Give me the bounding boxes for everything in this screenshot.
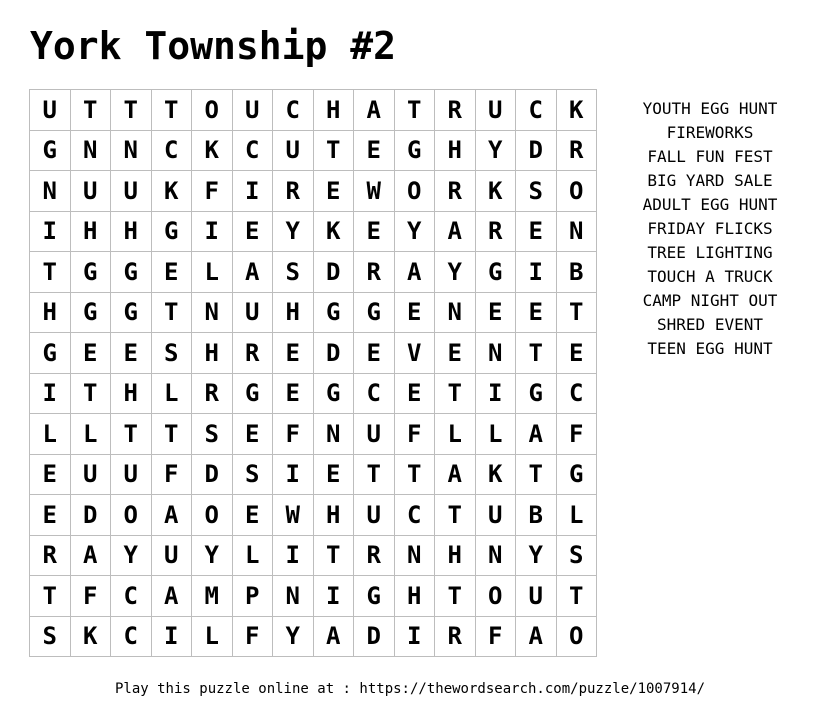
grid-cell[interactable]: R xyxy=(435,171,476,212)
grid-cell[interactable]: I xyxy=(232,171,273,212)
grid-cell[interactable]: H xyxy=(30,292,71,333)
grid-cell[interactable]: G xyxy=(70,252,111,293)
grid-cell[interactable]: A xyxy=(151,495,192,536)
grid-cell[interactable]: A xyxy=(435,454,476,495)
grid-cell[interactable]: G xyxy=(354,292,395,333)
grid-cell[interactable]: U xyxy=(151,535,192,576)
grid-cell[interactable]: K xyxy=(313,211,354,252)
grid-cell[interactable]: E xyxy=(556,333,597,374)
grid-cell[interactable]: N xyxy=(273,576,314,617)
grid-cell[interactable]: E xyxy=(30,454,71,495)
grid-cell[interactable]: G xyxy=(313,373,354,414)
grid-cell[interactable]: Y xyxy=(192,535,233,576)
grid-cell[interactable]: H xyxy=(70,211,111,252)
grid-cell[interactable]: T xyxy=(151,90,192,131)
grid-cell[interactable]: S xyxy=(232,454,273,495)
grid-cell[interactable]: U xyxy=(111,454,152,495)
grid-cell[interactable]: E xyxy=(394,292,435,333)
grid-cell[interactable]: A xyxy=(354,90,395,131)
grid-cell[interactable]: R xyxy=(354,535,395,576)
grid-cell[interactable]: S xyxy=(273,252,314,293)
grid-cell[interactable]: C xyxy=(516,90,557,131)
grid-cell[interactable]: E xyxy=(30,495,71,536)
grid-cell[interactable]: A xyxy=(394,252,435,293)
word-list-item: TEEN EGG HUNT xyxy=(647,339,773,358)
grid-cell[interactable]: L xyxy=(30,414,71,455)
grid-row xyxy=(30,373,597,414)
grid-cell[interactable]: M xyxy=(192,576,233,617)
grid-cell[interactable]: R xyxy=(192,373,233,414)
grid-cell[interactable]: E xyxy=(475,292,516,333)
grid-cell[interactable]: F xyxy=(232,616,273,657)
grid-cell[interactable]: T xyxy=(70,90,111,131)
grid-cell[interactable]: T xyxy=(111,414,152,455)
grid-cell[interactable]: F xyxy=(151,454,192,495)
grid-cell[interactable]: H xyxy=(394,576,435,617)
grid-cell[interactable]: H xyxy=(435,130,476,171)
grid-cell[interactable]: Y xyxy=(394,211,435,252)
grid-row xyxy=(30,414,597,455)
grid-cell[interactable]: O xyxy=(394,171,435,212)
grid-cell[interactable]: I xyxy=(30,211,71,252)
grid-cell[interactable]: H xyxy=(435,535,476,576)
grid-cell[interactable]: R xyxy=(30,535,71,576)
grid-cell[interactable]: Y xyxy=(273,616,314,657)
grid-row xyxy=(30,252,597,293)
grid-cell[interactable]: T xyxy=(435,576,476,617)
grid-row xyxy=(30,535,597,576)
grid-cell[interactable]: G xyxy=(354,576,395,617)
grid-cell[interactable]: F xyxy=(192,171,233,212)
grid-cell[interactable]: E xyxy=(151,252,192,293)
grid-cell[interactable]: E xyxy=(354,333,395,374)
grid-cell[interactable]: D xyxy=(313,252,354,293)
word-list-item: TOUCH A TRUCK xyxy=(647,267,773,286)
letter-grid[interactable] xyxy=(29,89,597,657)
grid-cell[interactable]: T xyxy=(70,373,111,414)
grid-cell[interactable]: F xyxy=(394,414,435,455)
grid-cell[interactable]: L xyxy=(556,495,597,536)
grid-cell[interactable]: R xyxy=(556,130,597,171)
grid-cell[interactable]: T xyxy=(151,414,192,455)
word-list-item: FIREWORKS xyxy=(666,123,754,142)
grid-cell[interactable]: T xyxy=(516,454,557,495)
grid-cell[interactable]: D xyxy=(516,130,557,171)
grid-row xyxy=(30,333,597,374)
grid-cell[interactable]: B xyxy=(516,495,557,536)
grid-cell[interactable]: C xyxy=(232,130,273,171)
grid-cell[interactable]: I xyxy=(273,535,314,576)
grid-row xyxy=(30,292,597,333)
grid-cell[interactable]: T xyxy=(313,130,354,171)
grid-cell[interactable]: E xyxy=(313,171,354,212)
grid-cell[interactable]: T xyxy=(435,495,476,536)
grid-cell[interactable]: G xyxy=(70,292,111,333)
grid-cell[interactable]: R xyxy=(435,616,476,657)
grid-cell[interactable]: E xyxy=(354,211,395,252)
grid-cell[interactable]: F xyxy=(70,576,111,617)
grid-cell[interactable]: T xyxy=(516,333,557,374)
letter-grid-body xyxy=(30,90,597,657)
grid-cell[interactable]: A xyxy=(516,414,557,455)
grid-cell[interactable]: D xyxy=(313,333,354,374)
grid-cell[interactable]: N xyxy=(394,535,435,576)
grid-cell[interactable]: K xyxy=(192,130,233,171)
grid-cell[interactable]: T xyxy=(30,252,71,293)
grid-cell[interactable]: U xyxy=(30,90,71,131)
word-list-item: BIG YARD SALE xyxy=(647,171,773,190)
grid-cell[interactable]: L xyxy=(435,414,476,455)
grid-cell[interactable]: Y xyxy=(475,130,516,171)
grid-row xyxy=(30,495,597,536)
grid-cell[interactable]: C xyxy=(151,130,192,171)
footer-link-text: Play this puzzle online at : https://thewordsearch.com/puzzle/1007914/ xyxy=(114,681,705,697)
grid-cell[interactable]: S xyxy=(556,535,597,576)
word-list-item: FALL FUN FEST xyxy=(647,147,773,166)
grid-cell[interactable]: A xyxy=(232,252,273,293)
grid-cell[interactable]: W xyxy=(273,495,314,536)
grid-cell[interactable]: K xyxy=(475,171,516,212)
grid-cell[interactable]: R xyxy=(354,252,395,293)
grid-cell[interactable]: S xyxy=(30,616,71,657)
grid-cell[interactable]: D xyxy=(70,495,111,536)
grid-row xyxy=(30,576,597,617)
grid-cell[interactable]: R xyxy=(232,333,273,374)
word-list-item: TREE LIGHTING xyxy=(647,243,773,262)
grid-cell[interactable]: D xyxy=(192,454,233,495)
grid-cell[interactable]: I xyxy=(30,373,71,414)
grid-cell[interactable]: O xyxy=(192,495,233,536)
grid-cell[interactable]: H xyxy=(111,211,152,252)
grid-cell[interactable]: A xyxy=(313,616,354,657)
grid-cell[interactable]: O xyxy=(192,90,233,131)
grid-cell[interactable]: S xyxy=(151,333,192,374)
grid-cell[interactable]: L xyxy=(192,616,233,657)
grid-cell[interactable]: G xyxy=(111,252,152,293)
grid-cell[interactable]: U xyxy=(516,576,557,617)
grid-cell[interactable]: P xyxy=(232,576,273,617)
grid-cell[interactable]: E xyxy=(111,333,152,374)
grid-row xyxy=(30,90,597,131)
grid-cell[interactable]: A xyxy=(435,211,476,252)
word-list-item: ADULT EGG HUNT xyxy=(642,195,778,214)
grid-cell[interactable]: G xyxy=(30,333,71,374)
grid-cell[interactable]: B xyxy=(556,252,597,293)
grid-cell[interactable]: C xyxy=(394,495,435,536)
grid-cell[interactable]: G xyxy=(394,130,435,171)
grid-cell[interactable]: L xyxy=(232,535,273,576)
grid-cell[interactable]: H xyxy=(313,495,354,536)
grid-cell[interactable]: R xyxy=(475,211,516,252)
grid-cell[interactable]: T xyxy=(556,576,597,617)
grid-cell[interactable]: O xyxy=(111,495,152,536)
grid-cell[interactable]: C xyxy=(273,90,314,131)
grid-cell[interactable]: E xyxy=(232,495,273,536)
grid-cell[interactable]: H xyxy=(192,333,233,374)
word-list-item: YOUTH EGG HUNT xyxy=(642,99,778,118)
grid-cell[interactable]: H xyxy=(273,292,314,333)
grid-cell[interactable]: G xyxy=(30,130,71,171)
grid-cell[interactable]: C xyxy=(111,576,152,617)
grid-cell[interactable]: E xyxy=(232,211,273,252)
grid-cell[interactable]: K xyxy=(556,90,597,131)
grid-cell[interactable]: R xyxy=(435,90,476,131)
grid-cell[interactable]: K xyxy=(70,616,111,657)
grid-cell[interactable]: G xyxy=(111,292,152,333)
grid-cell[interactable]: G xyxy=(232,373,273,414)
grid-cell[interactable]: T xyxy=(394,454,435,495)
grid-cell[interactable]: T xyxy=(111,90,152,131)
grid-cell[interactable]: N xyxy=(192,292,233,333)
grid-cell[interactable]: Y xyxy=(273,211,314,252)
grid-cell[interactable]: T xyxy=(394,90,435,131)
grid-cell[interactable]: K xyxy=(151,171,192,212)
grid-cell[interactable]: S xyxy=(516,171,557,212)
grid-cell[interactable]: D xyxy=(354,616,395,657)
grid-cell[interactable]: E xyxy=(70,333,111,374)
grid-cell[interactable]: I xyxy=(273,454,314,495)
grid-cell[interactable]: T xyxy=(556,292,597,333)
grid-row xyxy=(30,454,597,495)
grid-cell[interactable]: F xyxy=(475,616,516,657)
grid-cell[interactable]: E xyxy=(435,333,476,374)
grid-row xyxy=(30,211,597,252)
grid-cell[interactable]: G xyxy=(516,373,557,414)
grid-cell[interactable]: G xyxy=(556,454,597,495)
grid-cell[interactable]: I xyxy=(475,373,516,414)
grid-cell[interactable]: Y xyxy=(435,252,476,293)
grid-row xyxy=(30,171,597,212)
grid-cell[interactable]: T xyxy=(435,373,476,414)
grid-cell[interactable]: C xyxy=(354,373,395,414)
grid-cell[interactable]: G xyxy=(313,292,354,333)
grid-cell[interactable]: L xyxy=(475,414,516,455)
grid-cell[interactable]: I xyxy=(516,252,557,293)
grid-cell[interactable]: R xyxy=(273,171,314,212)
grid-cell[interactable]: N xyxy=(70,130,111,171)
grid-cell[interactable]: E xyxy=(516,211,557,252)
grid-cell[interactable]: A xyxy=(70,535,111,576)
grid-cell[interactable]: Y xyxy=(516,535,557,576)
grid-cell[interactable]: Y xyxy=(111,535,152,576)
grid-row xyxy=(30,616,597,657)
grid-cell[interactable]: U xyxy=(70,171,111,212)
word-list-item: FRIDAY FLICKS xyxy=(647,219,773,238)
grid-cell[interactable]: U xyxy=(475,90,516,131)
grid-cell[interactable]: O xyxy=(556,171,597,212)
grid-cell[interactable]: V xyxy=(394,333,435,374)
grid-cell[interactable]: A xyxy=(151,576,192,617)
puzzle-title: York Township #2 xyxy=(30,24,397,68)
grid-cell[interactable]: E xyxy=(516,292,557,333)
grid-cell[interactable]: U xyxy=(475,495,516,536)
grid-cell[interactable]: U xyxy=(111,171,152,212)
grid-cell[interactable]: T xyxy=(313,535,354,576)
grid-cell[interactable]: N xyxy=(435,292,476,333)
grid-cell[interactable]: T xyxy=(151,292,192,333)
grid-cell[interactable]: N xyxy=(111,130,152,171)
grid-cell[interactable]: A xyxy=(516,616,557,657)
grid-cell[interactable]: E xyxy=(354,130,395,171)
grid-cell[interactable]: F xyxy=(556,414,597,455)
grid-cell[interactable]: H xyxy=(313,90,354,131)
word-list-item: SHRED EVENT xyxy=(657,315,763,334)
grid-cell[interactable]: S xyxy=(192,414,233,455)
grid-cell[interactable]: T xyxy=(30,576,71,617)
grid-cell[interactable]: L xyxy=(70,414,111,455)
grid-cell[interactable]: N xyxy=(475,535,516,576)
grid-cell[interactable]: U xyxy=(354,414,395,455)
grid-cell[interactable]: O xyxy=(475,576,516,617)
word-list xyxy=(622,97,798,361)
grid-cell[interactable]: I xyxy=(151,616,192,657)
grid-cell[interactable]: G xyxy=(151,211,192,252)
grid-cell[interactable]: N xyxy=(475,333,516,374)
grid-cell[interactable]: N xyxy=(313,414,354,455)
grid-cell[interactable]: O xyxy=(556,616,597,657)
grid-cell[interactable]: C xyxy=(556,373,597,414)
grid-cell[interactable]: C xyxy=(111,616,152,657)
grid-cell[interactable]: E xyxy=(273,373,314,414)
grid-cell[interactable]: I xyxy=(313,576,354,617)
grid-cell[interactable]: E xyxy=(273,333,314,374)
grid-cell[interactable]: U xyxy=(232,292,273,333)
grid-cell[interactable]: T xyxy=(354,454,395,495)
grid-cell[interactable]: I xyxy=(192,211,233,252)
grid-row xyxy=(30,130,597,171)
grid-cell[interactable]: G xyxy=(475,252,516,293)
grid-cell[interactable]: E xyxy=(232,414,273,455)
grid-cell[interactable]: U xyxy=(354,495,395,536)
grid-cell[interactable]: W xyxy=(354,171,395,212)
grid-cell[interactable]: U xyxy=(70,454,111,495)
grid-cell[interactable]: L xyxy=(192,252,233,293)
grid-cell[interactable]: E xyxy=(313,454,354,495)
grid-cell[interactable]: E xyxy=(394,373,435,414)
grid-cell[interactable]: U xyxy=(232,90,273,131)
grid-cell[interactable]: N xyxy=(30,171,71,212)
grid-cell[interactable]: K xyxy=(475,454,516,495)
word-list-item: CAMP NIGHT OUT xyxy=(642,291,778,310)
grid-cell[interactable]: U xyxy=(273,130,314,171)
grid-cell[interactable]: L xyxy=(151,373,192,414)
grid-cell[interactable]: N xyxy=(556,211,597,252)
grid-cell[interactable]: H xyxy=(111,373,152,414)
grid-cell[interactable]: I xyxy=(394,616,435,657)
grid-cell[interactable]: F xyxy=(273,414,314,455)
